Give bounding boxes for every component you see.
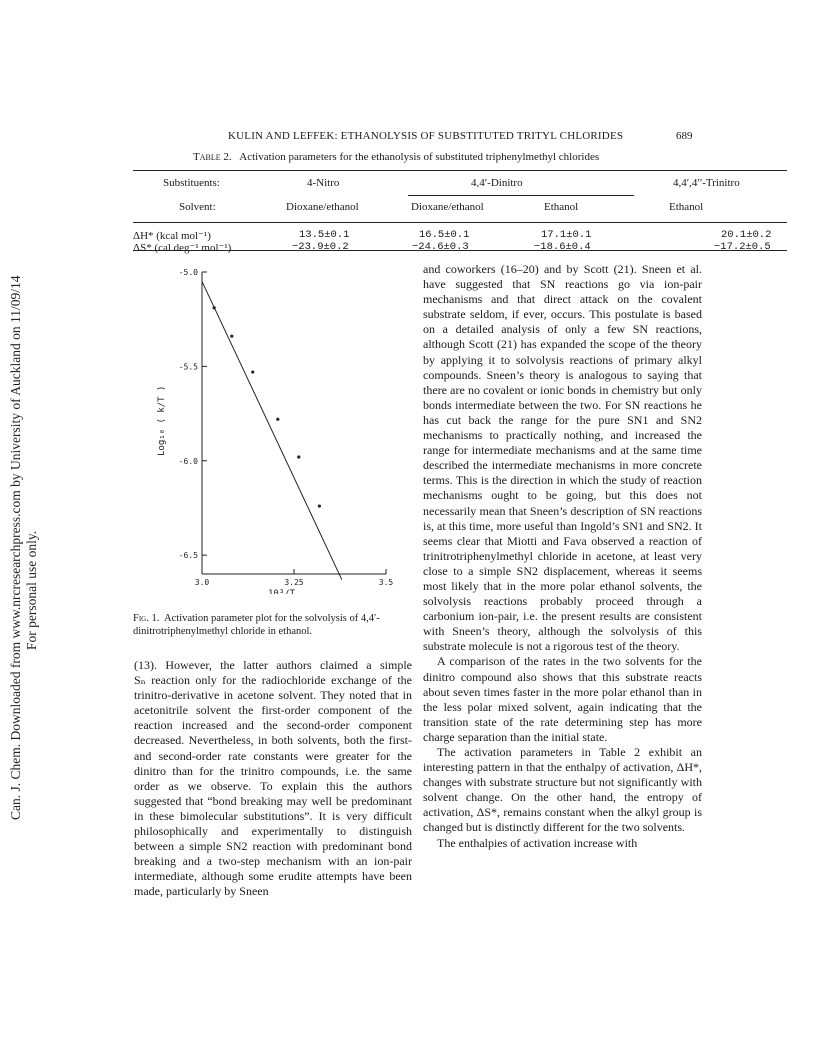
x-tick-label: 3.0 [194, 578, 210, 587]
watermark-line-2: For personal use only. [24, 530, 39, 650]
watermark-line-1: Can. J. Chem. Downloaded from www.nrcresearchpress.com by University of Auckland on 11/09/14 [8, 275, 23, 820]
table-caption-text: Activation parameters for the ethanolysis of substituted triphenylmethyl chlorides [239, 151, 600, 163]
running-head: KULIN AND LEFFEK: ETHANOLYSIS OF SUBSTITUTED TRITYL CHLORIDES [228, 130, 624, 142]
right-paragraph-1: and coworkers (16–20) and by Scott (21). Sneen et al. have suggested that SN reactions go via ion-pair mechanisms and that direct attack on the covalent substrate seldom, if ever, occurs. This postulate is based on a detailed analysis of only a few SN reactions, although Scott (21) has expanded the scope of the theory by applying it to solvolysis reactions of primary alkyl compounds. Sneen’s theory is analogous to saying that there are no covalent or ionic bonds in chemistry but only bonds intermediate between the two. For SN reactions he has cut back the range for the pure SN1 and SN2 mechanisms to practically nothing, and increased the range for intermediate mechanisms and at the same time described the intermediate mechanisms in more concrete terms. This is the direction in which the study of reaction mechanisms ought to be going, but this does not necessarily mean that Sneen’s description of SN reactions is, at this time, more useful than Ingold’s SN1 and SN2. It seems clear that Miotti and Fava observed a reaction of trinitrotriphenylmethyl chloride in acetone, at least very close to a simple SN2 displacement, whereas it seems most likely that in the more polar ethanol solvents, the solvolysis reactions probably proceed through a carbonium ion-pair, i.e. the present results are consistent with Sneen’s theory, although the solvolysis of this substrate molecule is not a rigorous test of the theory. [423, 262, 702, 654]
row-entropy-label: ΔS* (cal deg⁻¹ mol⁻¹) [133, 242, 232, 254]
row-entropy-value-4: −17.2±0.5 [714, 241, 771, 253]
figure-caption [133, 612, 413, 638]
table-top-rule [133, 170, 787, 171]
data-point [276, 418, 279, 421]
data-point [297, 455, 300, 458]
substituent-trinitro: 4,4′,4′′-Trinitro [673, 177, 740, 189]
substituents-label: Substituents: [163, 177, 220, 189]
right-paragraph-3: The activation parameters in Table 2 exhibit an interesting pattern in that the enthalpy of activation, ΔH*, changes with substrate structure but not significantly with solvent change. On the other hand, the entropy of activation, ΔS*, remains constant when the alkyl group is changed but is distinctly different for the two solvents. [423, 745, 702, 835]
y-tick-label: -6.5 [178, 551, 198, 561]
dinitro-span-rule [408, 195, 634, 196]
row-entropy-value-2: −24.6±0.3 [412, 241, 469, 253]
data-point [230, 335, 233, 338]
left-column-text [134, 658, 412, 900]
download-watermark [4, 260, 44, 820]
x-tick-label: 3.5 [378, 578, 394, 587]
row-enthalpy-value-1: 13.5±0.1 [299, 229, 350, 241]
row-enthalpy-value-3: 17.1±0.1 [541, 229, 592, 241]
data-point [251, 370, 254, 373]
row-enthalpy-value-4: 20.1±0.2 [721, 229, 772, 241]
activation-plot [148, 266, 408, 594]
watermark-svg [4, 260, 44, 820]
x-tick-label: 3.25 [284, 578, 304, 587]
substituent-4-nitro: 4-Nitro [307, 177, 340, 189]
plot-axes [202, 272, 386, 574]
page-number: 689 [676, 130, 693, 142]
row-enthalpy-label: ΔH* (kcal mol⁻¹) [133, 230, 211, 242]
y-tick-label: -5.0 [178, 268, 198, 277]
row-enthalpy-value-2: 16.5±0.1 [419, 229, 470, 241]
y-axis-label-group [157, 386, 167, 456]
solvent-col-2: Dioxane/ethanol [411, 201, 484, 213]
right-paragraph-4: The enthalpies of activation increase with [437, 835, 638, 850]
right-column-text [423, 262, 702, 851]
data-point [213, 306, 216, 309]
figure-1 [148, 266, 408, 594]
solvent-label: Solvent: [179, 201, 216, 213]
data-point [318, 504, 321, 507]
table-header-rule [133, 222, 787, 223]
solvent-col-3: Ethanol [544, 201, 579, 213]
substituent-dinitro: 4,4′-Dinitro [471, 177, 523, 189]
row-entropy-value-1: −23.9±0.2 [292, 241, 349, 253]
figure-caption-text: Activation parameter plot for the solvolysis of 4,4′-dinitrotriphenylmethyl chloride in ethanol. [133, 613, 380, 637]
y-axis-label: Log₁₀ ( k/T ) [157, 385, 167, 456]
row-entropy-value-3: −18.6±0.4 [534, 241, 591, 253]
y-tick-label: -5.5 [178, 362, 198, 372]
left-paragraph: (13). However, the latter authors claimed a simple Sₙ reaction only for the radiochloride exchange of the trinitro-derivative in acetone solvent. They noted that in acetonitrile solvent the first-order component of the reaction increased and the second-order component decreased. Nevertheless, in both solvents, both the first- and second-order rate constants were greater for the dinitro than for the trinitro compounds, i.e. the same order as we observe. To explain this the authors suggested that “bond breaking may well be predominant in these bimolecular substitutions”. It is very difficult philosophically and experimentally to distinguish between a simple SN2 reaction with predominant bond breaking and a two-step mechanism with an ion-pair intermediate, although some erudite attempts have been made, particularly by Sneen [134, 658, 412, 899]
table-label: Table 2. [193, 151, 232, 163]
plot-ticks [179, 268, 394, 587]
right-paragraph-2: A comparison of the rates in the two solvents for the dinitro compound also shows that this substrate reacts about seven times faster in the more polar ethanol than in the less polar mixed solvent, again indicating that the transition state of the rate determining step has more charge separation than the initial state. [423, 654, 702, 744]
solvent-col-1: Dioxane/ethanol [286, 201, 359, 213]
y-tick-label: -6.0 [178, 456, 198, 466]
x-axis-label-group [268, 589, 296, 594]
figure-caption-label: Fig. 1. [133, 613, 160, 624]
x-axis-label: 10³/T [268, 589, 296, 594]
solvent-col-4: Ethanol [669, 201, 704, 213]
data-points-group [213, 306, 321, 507]
fit-line [202, 281, 342, 579]
table-caption [193, 151, 599, 163]
fit-line-group [202, 281, 342, 579]
